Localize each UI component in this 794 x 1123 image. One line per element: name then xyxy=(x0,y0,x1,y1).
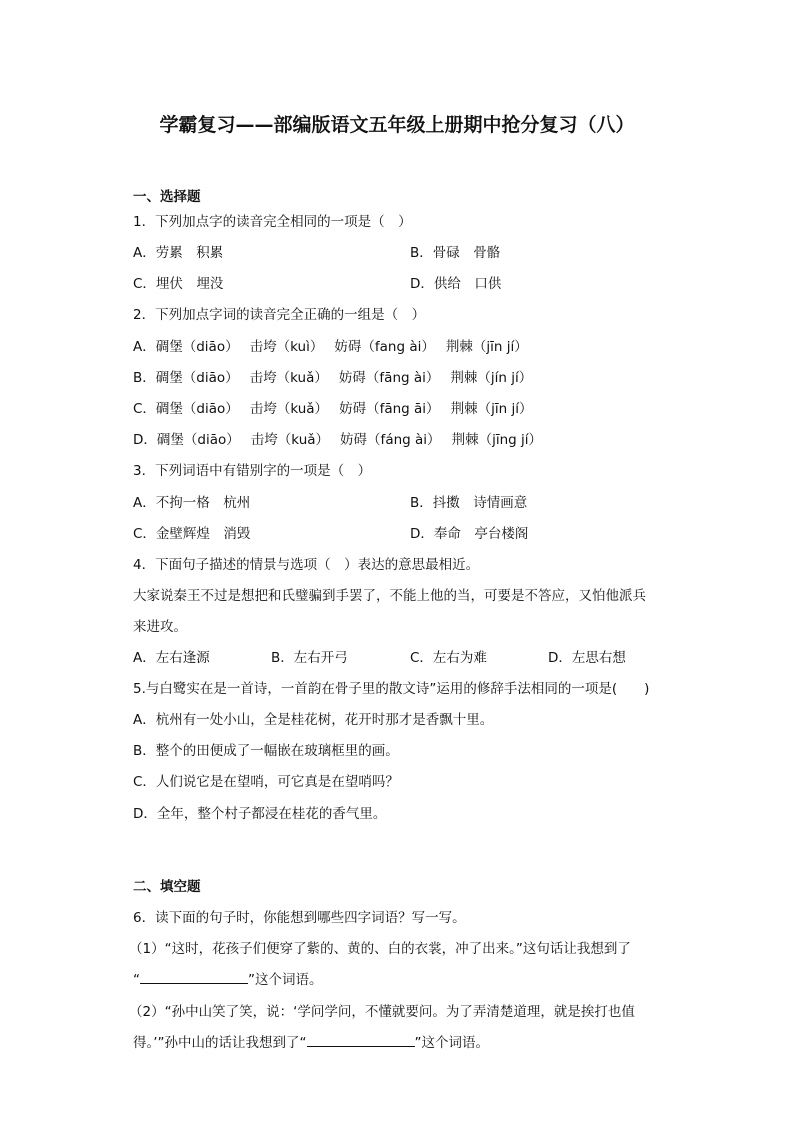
question-5-option-b: B．整个的田便成了一幅嵌在玻璃框里的画。 xyxy=(133,743,399,759)
question-5-stem: 5.与白鹭实在是一首诗，一首韵在骨子里的散文诗”运用的修辞手法相同的一项是( ) xyxy=(133,681,650,697)
question-2-option-b: B．碉堡（diāo） 击垮（kuǎ） 妨碍（fāng ài） 荆棘（jín jí） xyxy=(133,370,533,386)
question-4-option-a: A．左右逢源 xyxy=(133,650,210,666)
question-1-option-b: B．骨碌 骨骼 xyxy=(410,245,501,261)
question-1-option-a: A．劳累 积累 xyxy=(133,245,224,261)
question-3-option-c: C．金壁辉煌 消毁 xyxy=(133,526,251,542)
question-3-option-d: D．奉命 亭台楼阁 xyxy=(410,526,529,542)
question-1-option-d: D．供给 口供 xyxy=(410,276,502,292)
question-4-passage-line-2: 来进攻。 xyxy=(133,619,187,635)
question-2-option-c: C．碉堡（diāo） 击垮（kuǎ） 妨碍（fāng āi） 荆棘（jīn jí） xyxy=(133,401,533,417)
quote-close-text: ”这个词语。 xyxy=(248,972,323,988)
question-4-passage-line-1: 大家说秦王不过是想把和氏璧骗到手罢了，不能上他的当，可要是不答应，又怕他派兵 xyxy=(133,588,646,604)
quote-open: “ xyxy=(133,972,140,988)
part-2-prefix-text: 得。’”孙中山的话让我想到了“ xyxy=(133,1035,307,1051)
question-1-stem: 1．下列加点字的读音完全相同的一项是（ ） xyxy=(133,214,412,230)
question-2-option-d: D．碉堡（diāo） 击垮（kuǎ） 妨碍（fáng ài） 荆棘（jīng jí） xyxy=(133,432,542,448)
question-4-option-c: C．左右为难 xyxy=(410,650,487,666)
question-6-part-1-line-2 xyxy=(133,971,323,989)
page-title: 学霸复习——部编版语文五年级上册期中抢分复习（八） xyxy=(159,114,635,136)
answer-blank-2[interactable] xyxy=(307,1034,415,1047)
question-5-option-d: D．全年，整个村子都浸在桂花的香气里。 xyxy=(133,806,387,822)
question-4-stem: 4．下面句子描述的情景与选项（ ）表达的意思最相近。 xyxy=(133,557,480,573)
section-heading-fill-in: 二、填空题 xyxy=(133,879,201,895)
question-6-part-2-line-1: （2）“孙中山笑了笑，说：‘学问学问，不懂就要问。为了弄清楚道理，就是挨打也值 xyxy=(129,1004,635,1020)
question-4-option-d: D．左思右想 xyxy=(548,650,626,666)
question-3-stem: 3．下列词语中有错别字的一项是（ ） xyxy=(133,463,372,479)
question-6-part-2-line-2 xyxy=(133,1034,489,1052)
question-2-stem: 2．下列加点字词的读音完全正确的一组是（ ） xyxy=(133,307,426,323)
question-6-part-1-line-1: （1）“这时，花孩子们便穿了紫的、黄的、白的衣裳，冲了出来。”这句话让我想到了 xyxy=(129,941,631,957)
answer-blank-1[interactable] xyxy=(140,971,248,984)
question-2-option-a: A．碉堡（diāo） 击垮（kuì） 妨碍（fang ài） 荆棘（jīn jí） xyxy=(133,339,528,355)
question-4-option-b: B．左右开弓 xyxy=(271,650,348,666)
part-2-suffix-text: ”这个词语。 xyxy=(414,1035,490,1051)
question-5-option-a: A．杭州有一处小山，全是桂花树，花开时那才是香飘十里。 xyxy=(133,712,494,728)
question-3-option-b: B．抖擞 诗情画意 xyxy=(410,495,528,511)
question-3-option-a: A．不拘一格 杭州 xyxy=(133,495,251,511)
question-6-stem: 6．读下面的句子时，你能想到哪些四字词语？写一写。 xyxy=(133,910,466,926)
question-5-option-c: C．人们说它是在望哨，可它真是在望哨吗？ xyxy=(133,774,399,790)
question-1-option-c: C．埋伏 埋没 xyxy=(133,276,224,292)
section-heading-choice: 一、选择题 xyxy=(133,189,201,205)
